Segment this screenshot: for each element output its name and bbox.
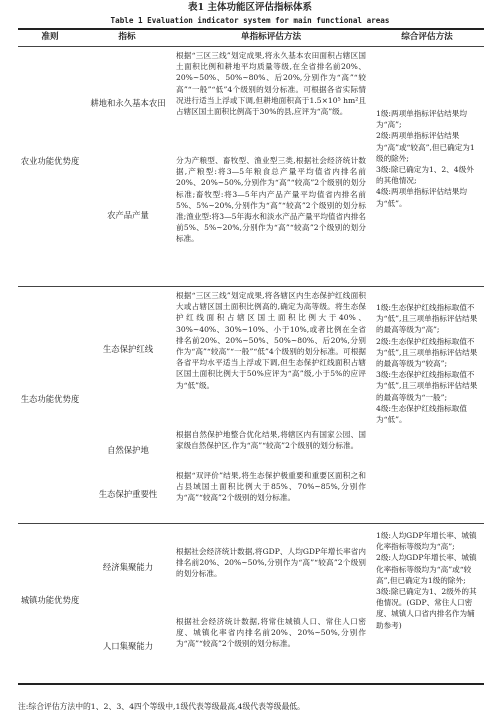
indicator-farm-output: 农产品产量 xyxy=(107,210,149,220)
indicator-redline: 生态保护红线 xyxy=(102,344,154,354)
indicator-farmland: 耕地和永久基本农田 xyxy=(90,98,166,108)
indicator-population: 人口集聚能力 xyxy=(102,641,154,651)
table-bottom-rule xyxy=(18,683,484,685)
group-rule-1 xyxy=(18,286,484,287)
method-protected-areas: 根据自然保护地整合优化结果,将辖区内有国家公园、国家级自然保护区,作为“高”“较高”2个级别的划分标准。 xyxy=(176,430,366,451)
method-farmland: 根据“三区三线”划定成果,将永久基本农田面积占辖区国土面积比例和耕地平均质量等级,在全省排名前20%、20%~50%、50%~80%、后20%,分别作为“高”“较高”“一般”“低”4个级别的划分标准。可根据各省实际情况进行适当上浮或下调,但耕地面积高于1.5×10⁵ hm²且占辖区国土面积比例高于30%的县,应评为“高”级。 xyxy=(176,51,366,117)
header-indicator: 指标 xyxy=(118,32,136,42)
indicator-protected-areas: 自然保护地 xyxy=(107,445,149,455)
table-caption-cn: 表1 主体功能区评估指标体系 xyxy=(188,2,312,13)
criterion-urban: 城镇功能优势度 xyxy=(20,595,80,605)
table-footnote: 注:综合评估方法中的1、2、3、4四个等级中,1级代表等级最高,4级代表等级最低。 xyxy=(18,702,305,711)
method-eco-importance: 根据“双评价”结果,将生态保护极重要和重要区面积之和占县域国土面积比例大于85%、70%~85%,分别作为“高”“较高”2个级别的划分标准。 xyxy=(176,471,366,503)
header-criterion: 准则 xyxy=(41,32,59,42)
method-economic: 根据社会经济统计数据,将GDP、人均GDP年增长率省内排名前20%、20%~50%,分别作为“高”“较高”2个级别的划分标准。 xyxy=(176,547,366,579)
indicator-economic: 经济集聚能力 xyxy=(102,562,154,572)
table-caption-en: Table 1 Evaluation indicator system for main functional areas xyxy=(110,16,390,25)
criterion-ecology: 生态功能优势度 xyxy=(20,394,80,404)
method-population: 根据社会经济统计数据,将常住城镇人口、常住人口密度、城镇化率省内排名前20%、20%~50%,分别作为“高”“较高”2个级别的划分标准。 xyxy=(176,617,366,649)
criterion-agriculture: 农业功能优势度 xyxy=(20,156,80,166)
header-rule xyxy=(18,46,484,47)
indicator-eco-importance: 生态保护重要性 xyxy=(98,489,158,499)
group-rule-2 xyxy=(18,523,484,524)
method-redline: 根据“三区三线”划定成果,将各辖区内生态保护红线面积大或占辖区国土面积比例高的,确定为高等级。将生态保护红线面积占辖区国土面积比例大于40%、30%~40%、30%~10%、小于10%,或者比例在全省排名前20%、20%~50%、50%~80%、后20%,分别作为“高”“较高”“一般”“低”4个级别的划分标准。可根据各省平均水平适当上浮或下调,但生态保护红线面积占辖区国土面积比例大于50%应评为“高”级,小于5%的应评为“低”级。 xyxy=(176,291,366,390)
summary-ecology: 1级:生态保护红线指标取值不为“低”,且三项单指标评估结果的最高等级为“高”; 2级:生态保护红线指标取值不为“低”,且三项单指标评估结果的最高等级为“较高”; 3级:生态保护红线指标取值不为“低”,且三项单指标评估结果的最高等级为“一般”; 4级:生态保护红线指标取值为“低”。 xyxy=(376,303,478,425)
header-comprehensive-method: 综合评估方法 xyxy=(401,32,453,42)
summary-urban: 1级:人均GDP年增长率、城镇化率指标等级均为“高”; 2级:人均GDP年增长率、城镇化率指标等级均为“高”或“较高”,但已确定为1级的除外; 3级:除已确定为1、2级外的其他情况。(GDP、常住人口密度、城镇人口省内排名作为辅助参考) xyxy=(376,531,477,630)
method-farm-output: 分为产粮型、畜牧型、渔业型三类,根据社会经济统计数据,产粮型:将3—5年粮食总产量平均值省内排名前20%、20%~50%,分别作为“高”“较高”2个级别的划分标准;畜牧型:将3—5年内产品产量平均值省内排名前5%、5%~20%,分别作为“高”“较高”2个级别的划分标准;渔业型:将3—5年海水和淡水产品产量平均值省内排名前5%、5%~20%,分别作为“高”“较高”2个级别的划分标准。 xyxy=(176,156,366,244)
summary-agriculture: 1级:两项单指标评估结果均为“高”; 2级:两项单指标评估结果为“高”或“较高”,但已确定为1级的除外; 3级:除已确定为1、2、4级外的其他情况; 4级:两项单指标评估结果均为“低”。 xyxy=(376,109,475,208)
header-single-method: 单指标评估方法 xyxy=(240,32,302,42)
